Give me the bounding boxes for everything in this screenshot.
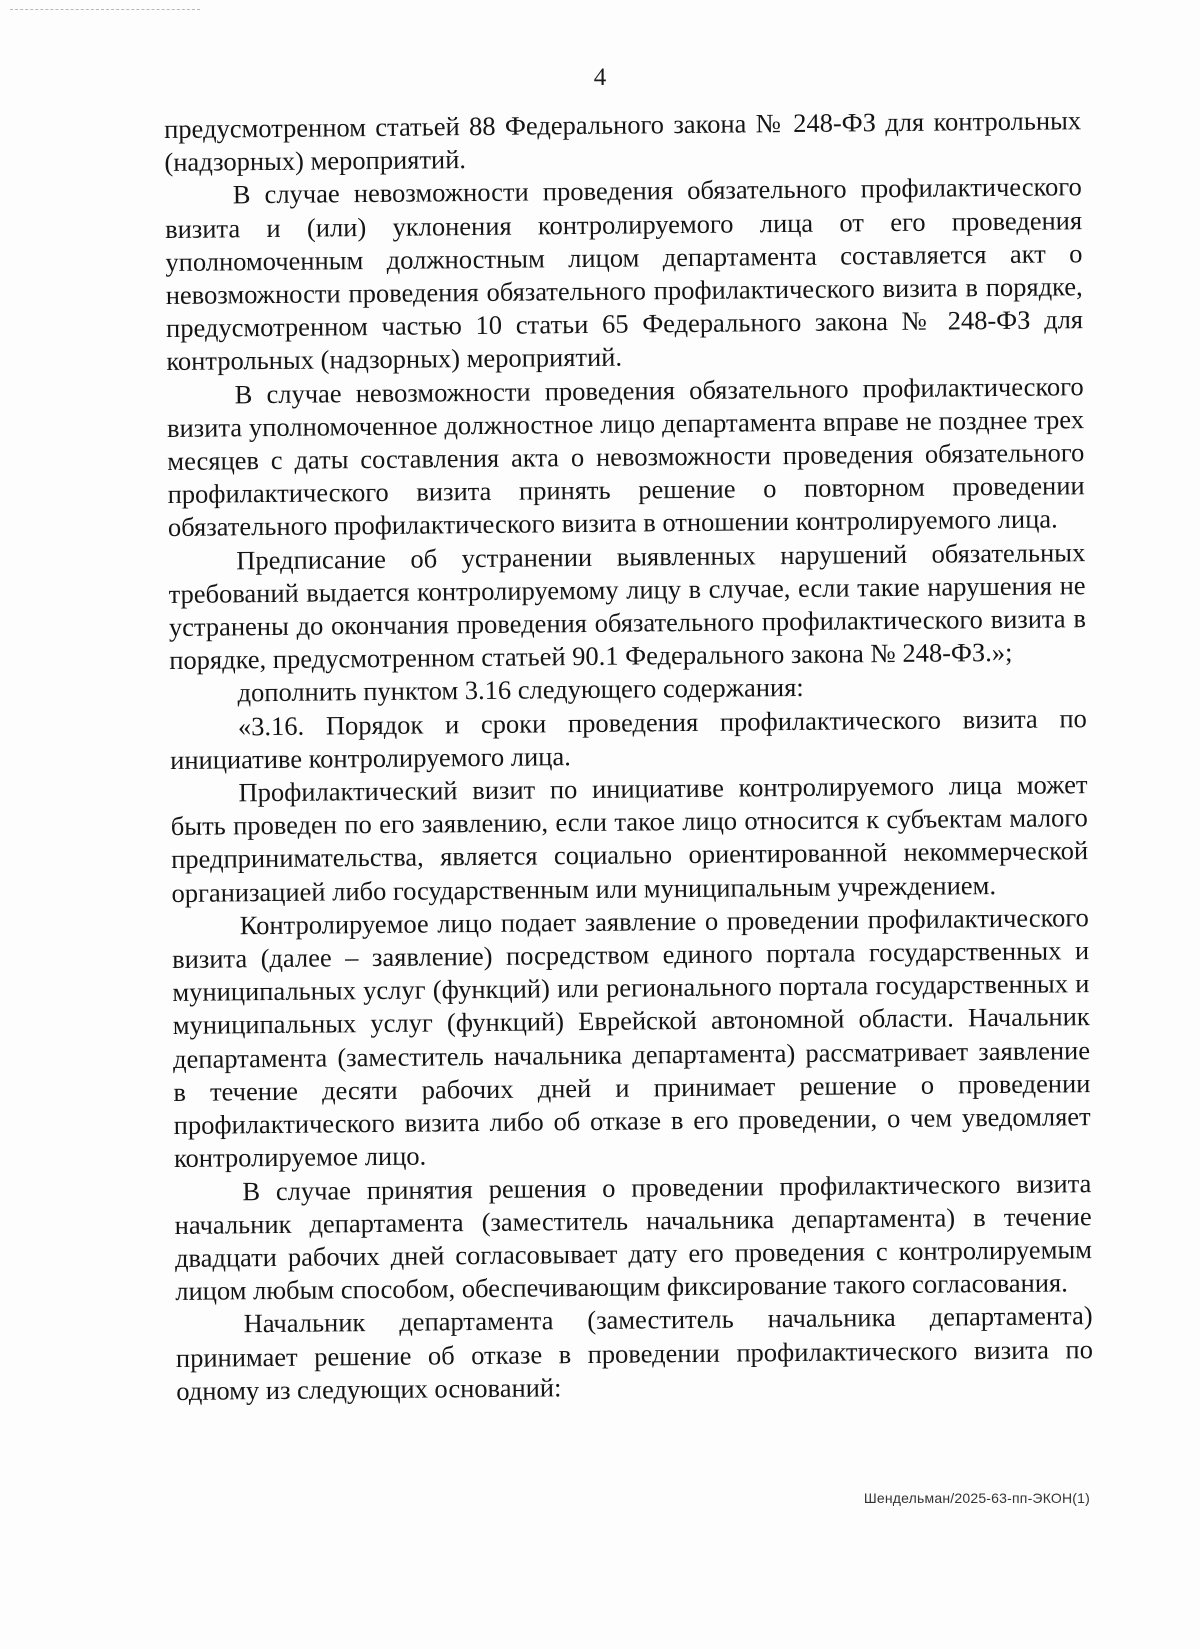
paragraph-continuation: предусмотренном статьей 88 Федерального закона № 248-ФЗ для контрольных (надзорных) мероприятий. [164, 105, 1082, 178]
paragraph: «3.16. Порядок и сроки проведения профилактического визита по инициативе контролируемого лица. [170, 702, 1087, 775]
paragraph: В случае принятия решения о проведении профилактического визита начальник департамента (заместитель начальника департамента) в течение двадцати рабочих дней согласовывает дату его проведения с контролируемым лицом любым способом, обеспечивающим фиксирование такого согласования. [174, 1167, 1093, 1307]
scan-artifact [10, 9, 200, 13]
page-number: 4 [593, 64, 607, 91]
paragraph: Начальник департамента (заместитель начальника департамента) принимает решение об отказе в проведении профилактического визита по одному из следующих оснований: [175, 1300, 1094, 1406]
document-code: Шендельман/2025-63-пп-ЭКОН(1) [863, 1490, 1090, 1506]
paragraph: В случае невозможности проведения обязательного профилактического визита и (или) уклонения контролируемого лица от его проведения уполномоченным должностным лицом департамента составляется акт о невозможности проведения обязательного профилактического визита в порядке, предусмотренном частью 10 статьи 65 Федерального закона № 248-ФЗ для контрольных (надзорных) мероприятий. [164, 171, 1084, 377]
paragraph: Контролируемое лицо подает заявление о проведении профилактического визита (далее – заявление) посредством единого портала государственных и муниципальных услуг (функций) или регионального портала государственных и муниципальных услуг (функций) Еврейской автономной области. Начальник департамента (заместитель начальника департамента) рассматривает заявление в течение десяти рабочих дней и принимает решение о проведении профилактического визита либо об отказе в его проведении, о чем уведомляет контролируемое лицо. [171, 902, 1091, 1174]
document-body [164, 104, 1093, 1408]
paragraph: дополнить пунктом 3.16 следующего содержания: [237, 672, 804, 708]
paragraph: Предписание об устранении выявленных нарушений обязательных требований выдается контролируемому лицу в случае, если такие нарушения не устранены до окончания проведения обязательного профилактического визита в порядке, предусмотренном статьей 90.1 Федерального закона № 248-ФЗ.»; [168, 536, 1087, 676]
paragraph: Профилактический визит по инициативе контролируемого лица может быть проведен по его заявлению, если такое лицо относится к субъектам малого предпринимательства, является социально ориентированной некоммерческой организацией либо государственным или муниципальным учреждением. [170, 769, 1089, 908]
paragraph: В случае невозможности проведения обязательного профилактического визита уполномоченное должностное лицо департамента вправе не позднее трех месяцев с даты составления акта о невозможности проведения обязательного профилактического визита принять решение о повторном проведении обязательного профилактического визита в отношении контролируемого лица. [166, 370, 1085, 543]
